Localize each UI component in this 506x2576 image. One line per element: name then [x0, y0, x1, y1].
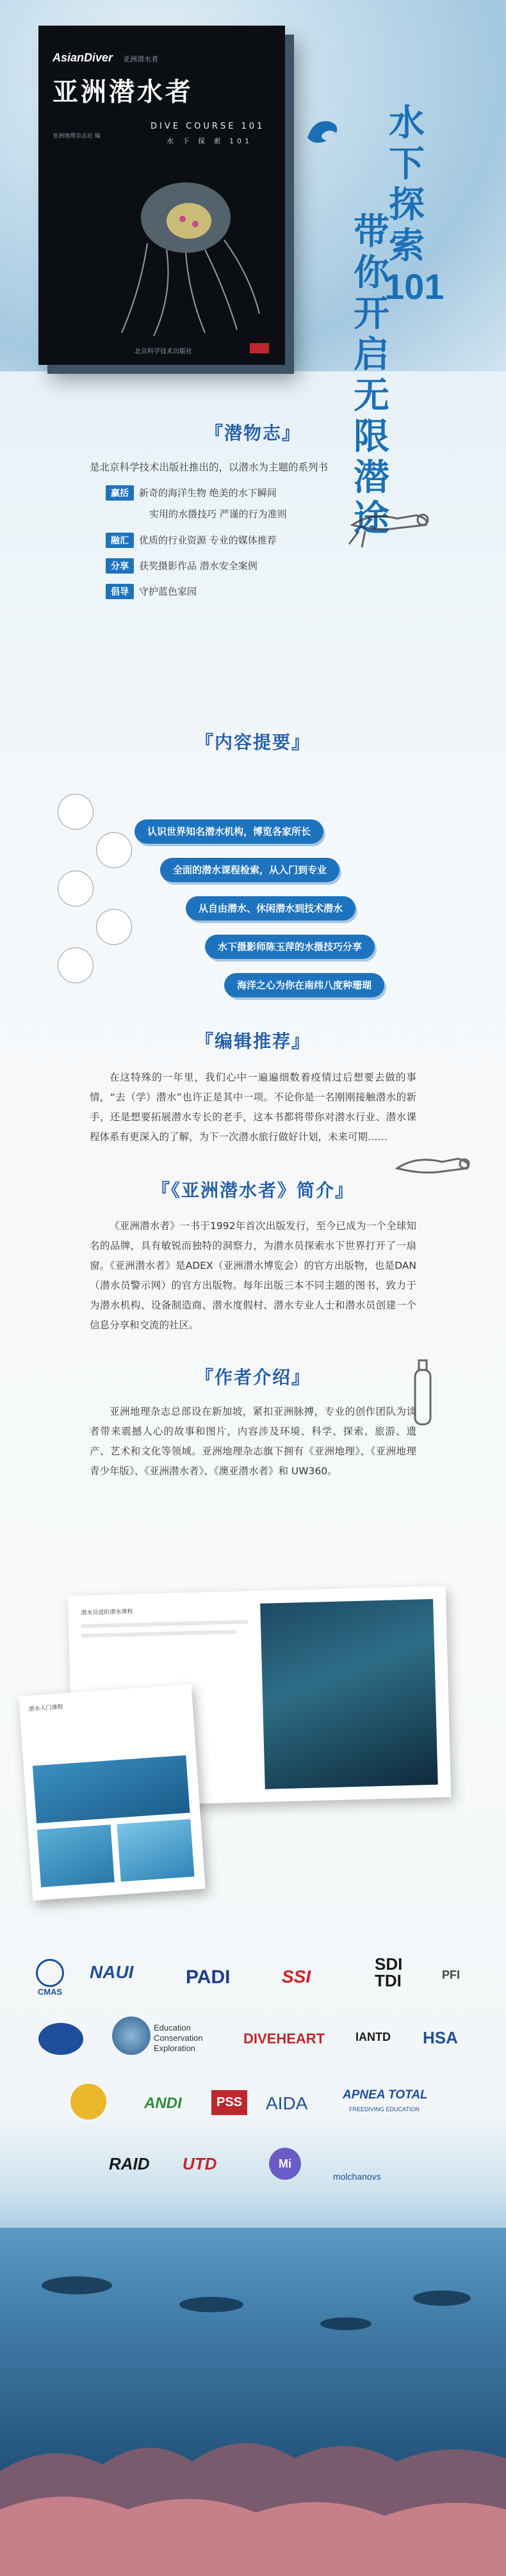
- feature-text: 获奖摄影作品 潜水安全案例: [139, 560, 257, 572]
- book-course-cn: 水 下 探 索 101: [167, 137, 252, 145]
- iantd-logo: IANTD: [355, 2031, 391, 2043]
- feature-tag: 倡导: [106, 584, 134, 599]
- spread-photo: [260, 1599, 437, 1789]
- book-cover: [38, 26, 285, 365]
- book-page-left: [19, 1684, 206, 1901]
- book-editors: 亚洲地理杂志社 编: [53, 133, 101, 140]
- globe-icon: [112, 2017, 151, 2055]
- diver-illustration-icon: [391, 1139, 474, 1191]
- content-pill: 海洋之心为你在南纬八度种珊瑚: [224, 973, 384, 997]
- pfi-logo: PFI: [442, 1968, 461, 1981]
- feature-row: [106, 485, 277, 501]
- book-brand-sub: 亚洲潜水者: [123, 55, 158, 63]
- editor-recommendation: 在这特殊的一年里，我们心中一遍遍细数着疫情过后想要去做的事情，“去（学）潜水”也许正是其中一项。不论你是一名刚刚接触潜水的新手，还是想要拓展潜水专长的老手，这本书都将带你对潜水行业、潜水课程体系有更深入的了解，为下一次潜水旅行做好计划，未来可期……: [90, 1072, 416, 1143]
- molchanovs-logo: molchanovs: [333, 2171, 381, 2182]
- andi-logo: ANDI: [144, 2095, 182, 2112]
- sdi-tdi-logo: SDI TDI: [375, 1954, 403, 1990]
- spread-text-line: [81, 1620, 248, 1628]
- camera-icon: [96, 909, 132, 945]
- book-publisher: 北京科学技术出版社: [135, 348, 192, 355]
- wave-icon: [304, 115, 343, 147]
- content-pill: 认识世界知名潜水机构，博览各家所长: [135, 819, 323, 844]
- naui-logo: NAUI: [90, 1962, 134, 1982]
- underwater-scene-image: [0, 2228, 506, 2576]
- aida-logo: AIDA: [266, 2093, 308, 2113]
- hsa-logo: HSA: [423, 2028, 458, 2047]
- freediving-education-text: FREEDIVING EDUCATION: [349, 2106, 420, 2113]
- feature-text: 新奇的海洋生物 绝美的水下瞬间: [139, 487, 277, 499]
- section-title-neirong: 『内容提要』: [195, 732, 311, 753]
- swimmer-icon: [96, 832, 132, 868]
- section-title-zuozhe: 『作者介绍』: [195, 1367, 311, 1388]
- ssi-logo: SSI: [282, 1967, 311, 1986]
- publisher-logo: [250, 343, 269, 353]
- diving-icon: [58, 794, 94, 830]
- feature-row: [106, 558, 257, 574]
- diver-illustration-icon: [346, 493, 436, 551]
- book-title: 亚洲潜水者: [53, 77, 193, 107]
- feature-tag: 融汇: [106, 533, 134, 548]
- mi-logo: Mi: [269, 2148, 301, 2180]
- author-intro: 亚洲地理杂志总部设在新加坡，紧扣亚洲脉搏，专业的创作团队为读者带来震撼人心的故事和图片，内容涉及环境、科学、探索、旅游、遗产、艺术和文化等领域。亚洲地理杂志旗下拥有《亚洲地理》、《亚洲地理青少年版》、《亚洲潜水者》、《澳亚潜水者》和 UW360。: [90, 1406, 416, 1477]
- feature-tag: 赢括: [106, 485, 134, 501]
- feature-row: [106, 584, 197, 599]
- apnea-total-logo: APNEA TOTAL: [343, 2088, 428, 2102]
- feature-row: [149, 507, 287, 520]
- padi-logo: PADI: [186, 1967, 231, 1988]
- feature-text: 优质的行业资源 专业的媒体推荐: [139, 535, 277, 546]
- slogan-line-1: 水下探索101: [384, 102, 445, 307]
- jellyfish-image: [77, 160, 269, 339]
- content-pill: 全面的潜水课程检索，从入门到专业: [160, 858, 339, 882]
- section-title-bianji: 『编辑推荐』: [195, 1031, 311, 1052]
- book-brand: AsianDiver: [53, 51, 113, 64]
- pss-logo: PSS: [211, 2090, 247, 2115]
- diveheart-logo: DIVEHEART: [243, 2031, 325, 2047]
- content-pill: 从自由潜水、休闲潜水到技术潜水: [186, 896, 355, 921]
- education-conservation-logo: Education Conservation Exploration: [154, 2023, 203, 2053]
- utd-logo: UTD: [183, 2154, 217, 2173]
- content-pill: 水下摄影师陈玉萍的水摄技巧分享: [205, 935, 375, 959]
- section-title-jianjie: 『《亚洲潜水者》简介』: [151, 1180, 354, 1201]
- freediver-icon: [58, 871, 94, 906]
- feature-tag: 分享: [106, 558, 134, 574]
- spread-text-line: [81, 1630, 235, 1638]
- page-photo: [33, 1755, 190, 1824]
- diving-agency-logo: [38, 2023, 83, 2055]
- page-photo: [117, 1819, 194, 1882]
- raid-logo: RAID: [109, 2154, 150, 2173]
- book-course-en: DIVE COURSE 101: [151, 122, 265, 131]
- coral-icon: [58, 947, 94, 983]
- feature-text: 守护蓝色家园: [139, 586, 197, 597]
- page-photo: [37, 1824, 115, 1887]
- feature-text: 实用的水摄技巧 严谨的行为准则: [149, 508, 287, 520]
- feature-row: [106, 533, 277, 548]
- page-title: 潜水入门课程: [28, 1704, 63, 1713]
- slogan-line-2: 带你开启无限潜途: [354, 211, 389, 538]
- diving-association-logo: [70, 2084, 106, 2120]
- section1-intro: 是北京科学技术出版社推出的，以潜水为主题的系列书: [90, 462, 329, 473]
- asian-diver-intro: 《亚洲潜水者》一书于1992年首次出版发行，至今已成为一个全球知名的品牌，具有敏锐而独特的洞察力，为潜水员探索水下世界打开了一扇窗。《亚洲潜水者》是ADEX（亚洲潜水博览会）的官方出版物，也是DAN（潜水员警示网）的官方出版物。每年出版三本不同主题的图书，致力于为潜水机构、设备制造商、潜水度假村、潜水专业人士和潜水员创建一个信息分享和交流的社区。: [90, 1220, 416, 1331]
- section-title-qianwuzhi: 『潜物志』: [204, 423, 301, 444]
- cmas-logo: CMAS: [31, 1959, 69, 1997]
- spread-title: 潜水员进阶潜水课程: [81, 1609, 133, 1617]
